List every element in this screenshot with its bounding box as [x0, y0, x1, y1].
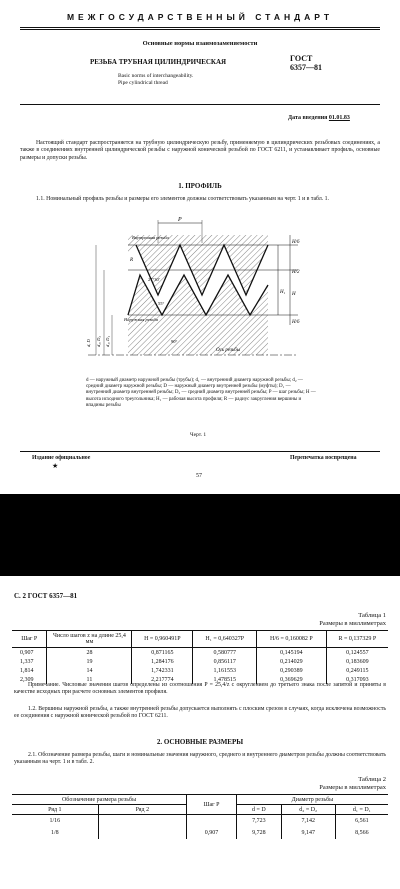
table-cell: [187, 815, 237, 828]
title-en-line1: Basic norms of interchangeability.: [118, 73, 194, 79]
table-cell: 0,856117: [193, 657, 257, 666]
section-2-heading: 2. ОСНОВНЫЕ РАЗМЕРЫ: [156, 738, 244, 746]
table-2: [12, 794, 388, 839]
table-1-units: Размеры в миллиметрах: [319, 620, 386, 627]
t1-header-r: R = 0,137329 P: [326, 631, 388, 648]
t2-header-row1: Ряд 1: [12, 805, 98, 815]
table-cell: 28: [47, 648, 132, 658]
t2-group-designation: Обозначение размера резьбы: [12, 795, 187, 805]
table-1-note: Примечание. Числовые значения шагов определены из соотношения P = 25,4/z с округлением до третьего знака после запятой и приняты в качестве исходных при расчете основных элементов профиля.: [14, 682, 386, 696]
table-row: [12, 666, 388, 675]
table-cell: 0,907: [187, 827, 237, 839]
label-h2: H/2: [292, 270, 300, 275]
table-2-caption: [319, 776, 386, 792]
label-h6-bot: H/6: [292, 320, 300, 325]
table-1: [12, 630, 388, 684]
table-cell: 0,317093: [326, 675, 388, 684]
t2-header-step: Шаг P: [187, 795, 237, 815]
table-cell: 1,478515: [193, 675, 257, 684]
label-h1: H₁: [280, 290, 286, 295]
figure-caption: Черт. 1: [190, 432, 207, 438]
table-cell: 1/16: [49, 818, 61, 824]
standard-header: МЕЖГОСУДАРСТВЕННЫЙ СТАНДАРТ: [66, 12, 334, 22]
figure-legend: d — наружный диаметр наружной резьбы (трубы); d₁ — внутренний диаметр наружной резьбы; d₂ — средний диаметр наружной резьбы; D — наружный диаметр внутренней резьбы (муфты); D₁ — внутренний диаметр внутренней резьбы; D₂ — средний диаметр внутренней резьбы; P — шаг резьбы; H — высота исходного треугольника; H₁ — рабочая высота профиля; R — радиус закругления вершины и впадины резьбы: [86, 378, 316, 408]
intro-paragraph: Настоящий стандарт распространяется на трубную цилиндрическую резьбу, применяемую в цилиндрических резьбовых соединениях, а также в соединениях внутренней цилиндрической резьбы с наружной конической резьбой по ГОСТ 6211, и устанавливает профиль, основные размеры и допуски резьбы.: [20, 140, 380, 161]
label-d: d, D: [86, 339, 91, 347]
table-1-caption: [319, 612, 386, 628]
paragraph-2-1: 2.1. Обозначение размера резьбы, шаги и номинальные значения наружного, среднего и внутреннего диаметров резьбы должны соответствовать указанным на черт. 1 и в табл. 2.: [14, 752, 386, 766]
table-cell: 7,723: [236, 815, 281, 828]
table-row: [12, 648, 388, 658]
t1-header-h: H = 0,960491P: [132, 631, 193, 648]
table-2-title: Таблица 2: [358, 776, 386, 783]
t1-header-h6: H/6 = 0,160082 P: [257, 631, 327, 648]
table-cell: 6,561: [335, 815, 388, 828]
intro-date-label: Дата введения: [288, 115, 328, 121]
label-angle-55: 55°: [158, 301, 165, 306]
table-cell: 0,580777: [193, 648, 257, 658]
page-number: 57: [196, 473, 202, 479]
table-cell: 1/8: [51, 830, 59, 836]
table-row: [12, 815, 388, 828]
table-cell: 9,728: [236, 827, 281, 839]
label-d1: d₁, D₁: [105, 336, 110, 347]
gost-label: ГОСТ: [290, 54, 313, 63]
page-separator: [0, 494, 400, 576]
t1-header-step: Шаг P: [12, 631, 47, 648]
table-2-units: Размеры в миллиметрах: [319, 784, 386, 791]
table-cell: 0,290389: [257, 666, 327, 675]
table-2-group-row: [12, 795, 388, 805]
label-d2: d₂, D₂: [96, 336, 101, 347]
reprint-forbidden-label: Перепечатка воспрещена: [290, 455, 357, 461]
table-cell: 0,907: [20, 649, 34, 656]
table-cell: 2,309: [20, 676, 34, 683]
table-cell: 19: [47, 657, 132, 666]
gost-code: [290, 54, 322, 72]
table-1-title: Таблица 1: [358, 612, 386, 619]
table-cell: 1,742331: [132, 666, 193, 675]
paragraph-1-2: 1.2. Вершины наружной резьбы, а также внутренней резьбы допускается выполнять с плоским срезом в случаях, когда исключена возможность ее соединения с наружной конической резьбой по ГОСТ 6211.: [14, 706, 386, 720]
label-h6-top: H/6: [292, 240, 300, 245]
table-cell: 0,249115: [326, 666, 388, 675]
label-p: P: [178, 217, 182, 223]
table-cell: [98, 815, 186, 828]
table-cell: 9,147: [281, 827, 335, 839]
table-cell: 1,161553: [193, 666, 257, 675]
t1-header-h1: H₁ = 0,640327P: [193, 631, 257, 648]
table-row: [12, 827, 388, 839]
label-h: H: [292, 292, 296, 297]
table-cell: 0,183609: [326, 657, 388, 666]
label-angle-90: 90°: [171, 339, 178, 344]
table-cell: 1,284176: [132, 657, 193, 666]
table-cell: 0,369629: [257, 675, 327, 684]
footer-rule: [20, 451, 380, 452]
label-external-thread: Наружная резьба: [124, 317, 158, 322]
star-icon: ★: [52, 462, 59, 470]
title-en-line2: Pipe cylindrical thread: [118, 80, 168, 86]
table-cell: 0,214029: [257, 657, 327, 666]
label-axis: Ось резьбы: [216, 348, 241, 353]
header-rule-2: [20, 29, 380, 30]
document-page-2: [0, 576, 400, 889]
table-cell: 0,871165: [132, 648, 193, 658]
table-cell: 1,814: [20, 667, 34, 674]
table-cell: [98, 827, 186, 839]
title-ru: РЕЗЬБА ТРУБНАЯ ЦИЛИНДРИЧЕСКАЯ: [90, 58, 227, 66]
t2-header-row2: Ряд 2: [98, 805, 186, 815]
section-1-heading: 1. ПРОФИЛЬ: [178, 182, 222, 190]
t2-header-d1: d₁ = D₁: [335, 805, 388, 815]
intro-date-value: 01.01.83: [328, 115, 350, 121]
title-en: [118, 73, 193, 87]
t1-header-count: Число шагов z на длине 25,4 мм: [47, 631, 132, 648]
table-row: [12, 657, 388, 666]
page-2-header: С. 2 ГОСТ 6357—81: [14, 592, 78, 600]
label-r: R: [130, 258, 134, 263]
table-cell: 11: [47, 675, 132, 684]
t2-header-d: d = D: [236, 805, 281, 815]
header-rule: [20, 27, 380, 28]
label-internal-thread: Внутренняя резьба: [132, 235, 169, 240]
category-line: Основные нормы взаимозаменяемости: [142, 40, 258, 47]
paragraph-1-1: 1.1. Номинальный профиль резьбы и размеры его элементов должны соответствовать указанным на черт. 1 и в табл. 1.: [36, 196, 329, 202]
table-cell: 0,124557: [326, 648, 388, 658]
table-cell: 14: [47, 666, 132, 675]
table-cell: 7,142: [281, 815, 335, 828]
thread-profile-diagram: [28, 215, 318, 365]
table-1-header-row: [12, 631, 388, 648]
label-angle-2730: 27°30': [148, 277, 160, 282]
table-cell: 2,217774: [132, 675, 193, 684]
t2-header-d2: d₂ = D₂: [281, 805, 335, 815]
gost-number: 6357—81: [290, 63, 322, 72]
t2-group-diameter: Диаметр резьбы: [236, 795, 388, 805]
table-cell: 8,566: [335, 827, 388, 839]
table-cell: 1,337: [20, 658, 34, 665]
table-cell: 0,145194: [257, 648, 327, 658]
official-edition-label: Издание официальное: [32, 455, 91, 461]
title-rule: [20, 104, 380, 105]
intro-date: [288, 115, 350, 121]
